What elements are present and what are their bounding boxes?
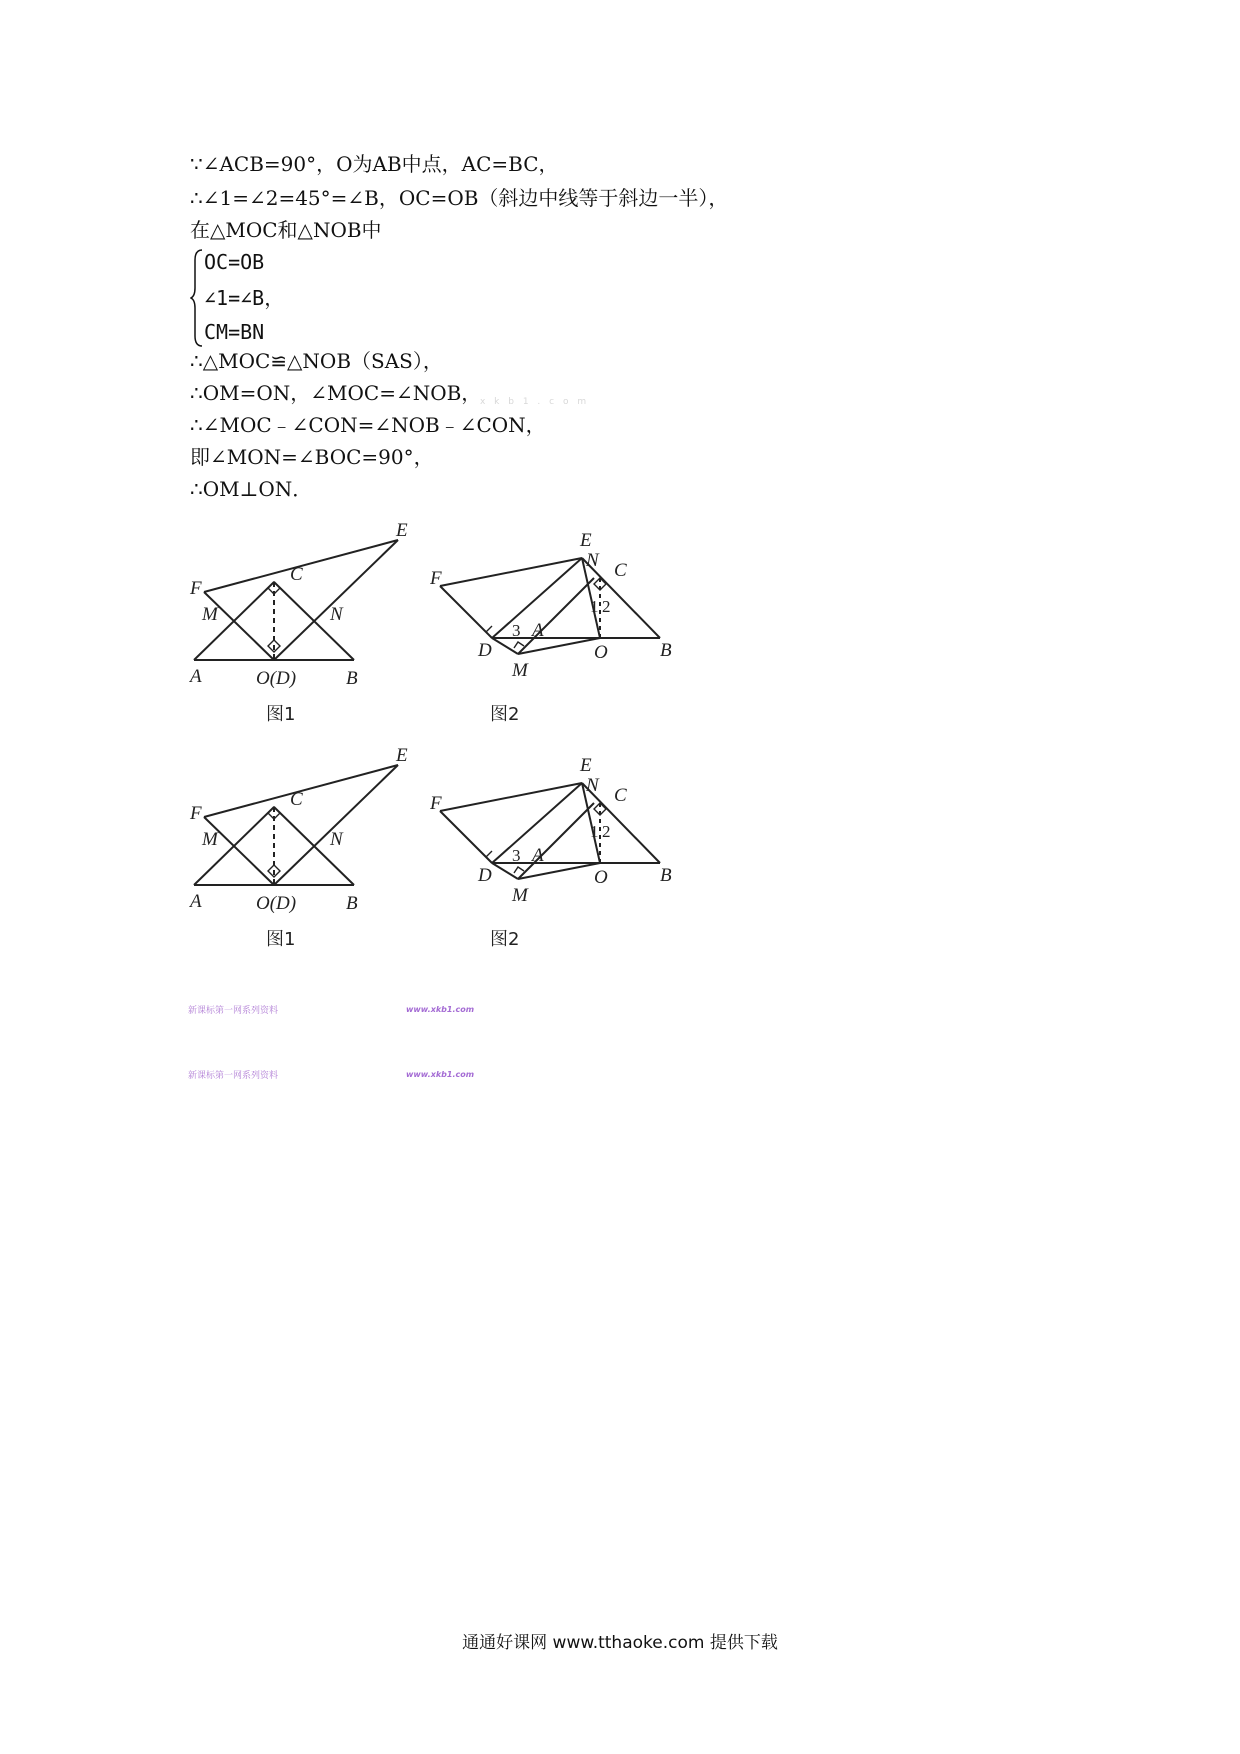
solution-line-1: ∵∠ACB=90°，O为AB中点，AC=BC， xyxy=(190,152,559,176)
caption-fig1: 图1 xyxy=(266,704,296,725)
figure-1-copy xyxy=(186,745,416,950)
label-O: O xyxy=(594,867,608,888)
label-E: E xyxy=(580,755,592,776)
solution-line-7: 即∠MON=∠BOC=90°， xyxy=(190,445,434,469)
label-angle-3: 3 xyxy=(512,846,521,865)
label-O: O(D) xyxy=(256,893,297,914)
left-brace-icon xyxy=(190,248,204,348)
caption-fig2-copy: 图2 xyxy=(490,929,520,950)
label-C: C xyxy=(290,564,303,585)
label-N: N xyxy=(330,604,343,625)
label-angle-1: 1 xyxy=(590,822,599,841)
faint-watermark: x k b 1 . c o m xyxy=(480,397,590,407)
label-O: O xyxy=(594,642,608,663)
caption-fig1-copy: 图1 xyxy=(266,929,296,950)
figure-2-diagram xyxy=(430,520,690,690)
equation-system xyxy=(190,248,330,348)
label-O: O(D) xyxy=(256,668,297,689)
label-F: F xyxy=(430,568,442,589)
figure-1-diagram xyxy=(186,520,416,690)
figure-2-copy-diagram xyxy=(430,745,690,915)
figure-1 xyxy=(186,520,416,725)
label-angle-2: 2 xyxy=(602,822,611,841)
label-A: A xyxy=(190,891,202,912)
solution-line-5: ∴OM=ON，∠MOC=∠NOB， xyxy=(190,381,482,405)
watermark-text-2: 新课标第一网系列资料 xyxy=(188,1071,279,1081)
label-N: N xyxy=(330,829,343,850)
system-row-1: OC=OB xyxy=(204,250,265,274)
label-M: M xyxy=(512,885,528,906)
label-D: D xyxy=(478,640,492,661)
system-row-3: CM=BN xyxy=(204,320,265,344)
figure-2 xyxy=(430,520,690,725)
figure-2-copy xyxy=(430,745,690,950)
watermark-url-1[interactable]: www.xkb1.com xyxy=(406,1005,475,1014)
solution-line-8: ∴OM⊥ON． xyxy=(190,477,313,501)
solution-line-4: ∴△MOC≌△NOB（SAS）， xyxy=(190,349,443,373)
label-E: E xyxy=(396,745,408,766)
label-M: M xyxy=(202,604,218,625)
solution-line-6: ∴∠MOC﹣∠CON=∠NOB﹣∠CON， xyxy=(190,413,546,437)
solution-line-3: 在△MOC和△NOB中 xyxy=(190,218,382,242)
label-B: B xyxy=(660,640,672,661)
watermark-url-2[interactable]: www.xkb1.com xyxy=(406,1070,475,1079)
label-B: B xyxy=(346,893,358,914)
label-angle-3: 3 xyxy=(512,621,521,640)
label-C: C xyxy=(614,560,627,581)
label-F: F xyxy=(190,578,202,599)
label-M: M xyxy=(512,660,528,681)
label-C: C xyxy=(614,785,627,806)
label-D: D xyxy=(478,865,492,886)
label-B: B xyxy=(660,865,672,886)
label-C: C xyxy=(290,789,303,810)
label-A: A xyxy=(532,620,544,641)
label-F: F xyxy=(190,803,202,824)
label-B: B xyxy=(346,668,358,689)
label-N: N xyxy=(586,550,599,571)
system-row-2: ∠1=∠B， xyxy=(204,286,285,310)
label-N: N xyxy=(586,775,599,796)
caption-fig2: 图2 xyxy=(490,704,520,725)
label-E: E xyxy=(580,530,592,551)
figure-1-copy-diagram xyxy=(186,745,416,915)
label-angle-1: 1 xyxy=(590,597,599,616)
label-angle-2: 2 xyxy=(602,597,611,616)
watermark-text-1: 新课标第一网系列资料 xyxy=(188,1006,279,1016)
label-M: M xyxy=(202,829,218,850)
label-E: E xyxy=(396,520,408,541)
label-A: A xyxy=(190,666,202,687)
label-A: A xyxy=(532,845,544,866)
solution-line-2: ∴∠1=∠2=45°=∠B，OC=OB（斜边中线等于斜边一半）， xyxy=(190,186,729,210)
label-F: F xyxy=(430,793,442,814)
page-footer: 通通好课网 www.tthaoke.com 提供下载 xyxy=(462,1633,778,1653)
